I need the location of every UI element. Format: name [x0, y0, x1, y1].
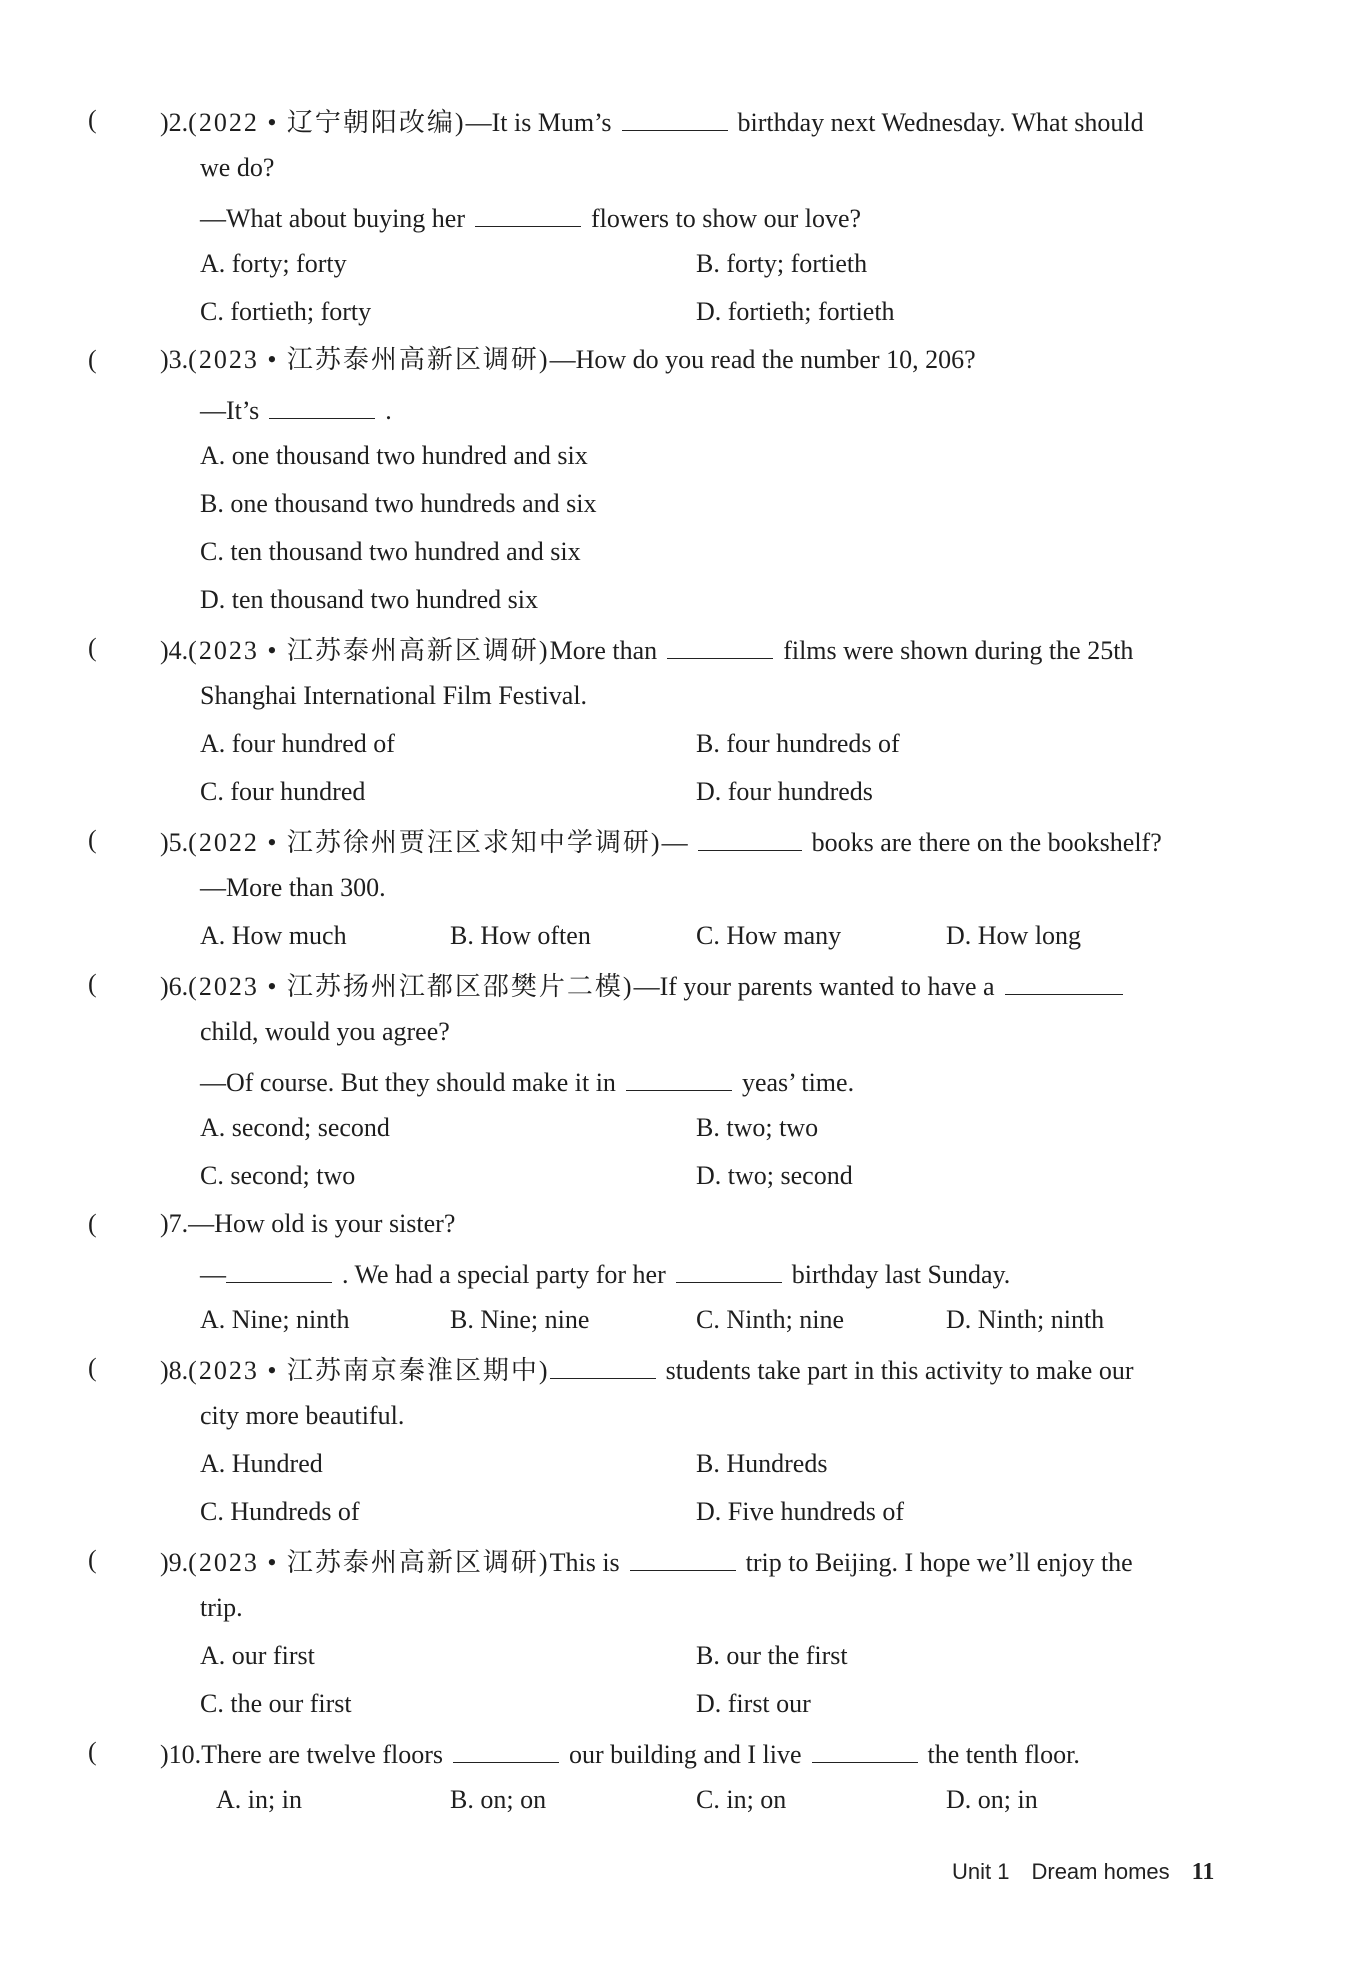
option-c[interactable]: C. Hundreds of — [200, 1497, 360, 1526]
question-number: )3. — [160, 345, 189, 374]
question-7-line-2 — [0, 1252, 1350, 1292]
option-b[interactable]: B. our the first — [696, 1641, 848, 1670]
question-5-line-1 — [0, 820, 1350, 860]
question-9-options-row-1 — [0, 1636, 1350, 1676]
option-b[interactable]: B. Hundreds — [696, 1449, 828, 1478]
question-stem: child, would you agree? — [200, 1017, 450, 1046]
answer-blank[interactable] — [676, 1252, 782, 1283]
question-5-line-2 — [0, 868, 1350, 908]
question-2-line-3 — [0, 196, 1350, 236]
question-stem: —If your parents wanted to have a — [633, 972, 995, 1001]
question-stem: yeas’ time. — [741, 1068, 855, 1097]
option-b[interactable]: B. forty; fortieth — [696, 249, 868, 278]
question-stem: —Of course. But they should make it in — [200, 1068, 616, 1097]
question-2-line-2 — [0, 148, 1350, 188]
question-source: (2023 • 江苏泰州高新区调研) — [188, 1548, 550, 1577]
option-d[interactable]: D. on; in — [946, 1785, 1038, 1814]
page-footer — [952, 1852, 1214, 1892]
question-stem: films were shown during the 25th — [783, 636, 1134, 665]
question-8-options-row-1 — [0, 1444, 1350, 1484]
question-stem: —It’s — [200, 396, 260, 425]
option-b[interactable]: B. one thousand two hundreds and six — [200, 489, 597, 518]
option-d[interactable]: D. How long — [946, 921, 1082, 950]
option-a[interactable]: A. Hundred — [200, 1449, 323, 1478]
question-stem: —How old is your sister? — [188, 1209, 456, 1238]
option-b[interactable]: B. Nine; nine — [450, 1305, 590, 1334]
question-stem: There are twelve floors — [201, 1740, 443, 1769]
question-stem: More than — [549, 636, 658, 665]
option-d[interactable]: D. first our — [696, 1689, 811, 1718]
question-number: )9. — [160, 1548, 189, 1577]
option-a[interactable]: A. How much — [200, 921, 347, 950]
answer-paren: ( — [88, 105, 97, 134]
question-5-options-row — [0, 916, 1350, 956]
option-b[interactable]: B. on; on — [450, 1785, 547, 1814]
question-number: )10. — [160, 1740, 202, 1769]
question-9-line-2 — [0, 1588, 1350, 1628]
question-3-option-d-row — [0, 580, 1350, 620]
question-10-line-1 — [0, 1732, 1350, 1772]
option-a[interactable]: A. Nine; ninth — [200, 1305, 350, 1334]
question-source: (2022 • 江苏徐州贾汪区求知中学调研) — [188, 828, 662, 857]
option-a[interactable]: A. our first — [200, 1641, 315, 1670]
answer-paren: ( — [88, 1737, 97, 1766]
question-number: )2. — [160, 108, 189, 137]
option-b[interactable]: B. How often — [450, 921, 591, 950]
answer-paren: ( — [88, 633, 97, 662]
question-4-options-row-2 — [0, 772, 1350, 812]
question-number: )4. — [160, 636, 189, 665]
option-d[interactable]: D. two; second — [696, 1161, 853, 1190]
option-a[interactable]: A. four hundred of — [200, 729, 395, 758]
question-6-line-1 — [0, 964, 1350, 1004]
question-stem: This is — [549, 1548, 620, 1577]
question-3-option-c-row — [0, 532, 1350, 572]
question-8-line-1 — [0, 1348, 1350, 1388]
answer-blank[interactable] — [630, 1540, 736, 1571]
option-a[interactable]: A. forty; forty — [200, 249, 347, 278]
option-c[interactable]: C. the our first — [200, 1689, 352, 1718]
option-d[interactable]: D. four hundreds — [696, 777, 873, 806]
option-d[interactable]: D. Five hundreds of — [696, 1497, 904, 1526]
question-4-line-1 — [0, 628, 1350, 668]
option-d[interactable]: D. ten thousand two hundred six — [200, 585, 538, 614]
option-a[interactable]: A. one thousand two hundred and six — [200, 441, 588, 470]
question-6-line-3 — [0, 1060, 1350, 1100]
question-number: )6. — [160, 972, 189, 1001]
question-stem: flowers to show our love? — [591, 204, 862, 233]
question-source: (2022 • 辽宁朝阳改编) — [188, 108, 466, 137]
option-b[interactable]: B. four hundreds of — [696, 729, 900, 758]
answer-paren: ( — [88, 1209, 97, 1238]
option-c[interactable]: C. fortieth; forty — [200, 297, 372, 326]
question-source: (2023 • 江苏泰州高新区调研) — [188, 345, 550, 374]
question-stem: birthday next Wednesday. What should — [737, 108, 1144, 137]
question-stem: trip to Beijing. I hope we’ll enjoy the — [745, 1548, 1133, 1577]
option-d[interactable]: D. Ninth; ninth — [946, 1305, 1105, 1334]
question-stem: trip. — [200, 1593, 243, 1622]
answer-blank[interactable] — [622, 100, 728, 131]
question-7-options-row — [0, 1300, 1350, 1340]
answer-blank[interactable] — [226, 1252, 332, 1283]
question-source: (2023 • 江苏南京秦淮区期中) — [188, 1356, 550, 1385]
question-stem: birthday last Sunday. — [791, 1260, 1011, 1289]
answer-blank[interactable] — [812, 1732, 918, 1763]
answer-blank[interactable] — [269, 388, 375, 419]
option-a[interactable]: A. second; second — [200, 1113, 390, 1142]
answer-blank[interactable] — [626, 1060, 732, 1091]
question-6-options-row-1 — [0, 1108, 1350, 1148]
question-stem: . — [385, 396, 392, 425]
question-3-option-b-row — [0, 484, 1350, 524]
question-2-line-1 — [0, 100, 1350, 140]
answer-paren: ( — [88, 969, 97, 998]
question-stem: students take part in this activity to make our — [665, 1356, 1134, 1385]
question-stem: —It is Mum’s — [465, 108, 612, 137]
question-stem: —More than 300. — [200, 873, 386, 902]
question-number: )8. — [160, 1356, 189, 1385]
answer-paren: ( — [88, 1545, 97, 1574]
answer-blank[interactable] — [475, 196, 581, 227]
question-9-line-1 — [0, 1540, 1350, 1580]
question-7-line-1 — [0, 1204, 1350, 1244]
page-number: 11 — [1191, 1859, 1215, 1885]
question-3-line-2 — [0, 388, 1350, 428]
question-stem: —What about buying her — [200, 204, 465, 233]
option-c[interactable]: C. in; on — [696, 1785, 787, 1814]
option-b[interactable]: B. two; two — [696, 1113, 819, 1142]
answer-blank[interactable] — [550, 1348, 656, 1379]
question-stem: our building and I live — [569, 1740, 802, 1769]
question-stem: books are there on the bookshelf? — [811, 828, 1162, 857]
question-9-options-row-2 — [0, 1684, 1350, 1724]
question-source: (2023 • 江苏泰州高新区调研) — [188, 636, 550, 665]
option-c[interactable]: C. How many — [696, 921, 842, 950]
answer-paren: ( — [88, 825, 97, 854]
answer-blank[interactable] — [1005, 964, 1123, 995]
option-a[interactable]: A. in; in — [216, 1785, 302, 1814]
question-4-options-row-1 — [0, 724, 1350, 764]
question-number: )5. — [160, 828, 189, 857]
question-stem: Shanghai International Film Festival. — [200, 681, 588, 710]
answer-paren: ( — [88, 345, 97, 374]
question-stem: we do? — [200, 153, 275, 182]
answer-blank[interactable] — [667, 628, 773, 659]
question-3-option-a-row — [0, 436, 1350, 476]
question-stem: . We had a special party for her — [342, 1260, 666, 1289]
question-stem: the tenth floor. — [927, 1740, 1080, 1769]
question-source: (2023 • 江苏扬州江都区邵樊片二模) — [188, 972, 634, 1001]
question-10-options-row — [0, 1780, 1350, 1820]
question-6-line-2 — [0, 1012, 1350, 1052]
question-4-line-2 — [0, 676, 1350, 716]
footer-title: Dream homes — [1031, 1859, 1170, 1884]
footer-unit: Unit 1 — [952, 1859, 1010, 1884]
question-2-options-row-1 — [0, 244, 1350, 284]
option-d[interactable]: D. fortieth; fortieth — [696, 297, 895, 326]
question-6-options-row-2 — [0, 1156, 1350, 1196]
question-stem: — — [661, 828, 688, 857]
question-2-options-row-2 — [0, 292, 1350, 332]
question-8-line-2 — [0, 1396, 1350, 1436]
option-c[interactable]: C. ten thousand two hundred and six — [200, 537, 581, 566]
question-stem: city more beautiful. — [200, 1401, 405, 1430]
option-c[interactable]: C. second; two — [200, 1161, 356, 1190]
answer-paren: ( — [88, 1353, 97, 1382]
option-c[interactable]: C. Ninth; nine — [696, 1305, 845, 1334]
answer-blank[interactable] — [453, 1732, 559, 1763]
question-number: )7. — [160, 1209, 189, 1238]
answer-blank[interactable] — [698, 820, 802, 851]
question-8-options-row-2 — [0, 1492, 1350, 1532]
option-c[interactable]: C. four hundred — [200, 777, 366, 806]
question-stem: —How do you read the number 10, 206? — [549, 345, 976, 374]
question-stem: — — [200, 1260, 226, 1289]
question-3-line-1 — [0, 340, 1350, 380]
